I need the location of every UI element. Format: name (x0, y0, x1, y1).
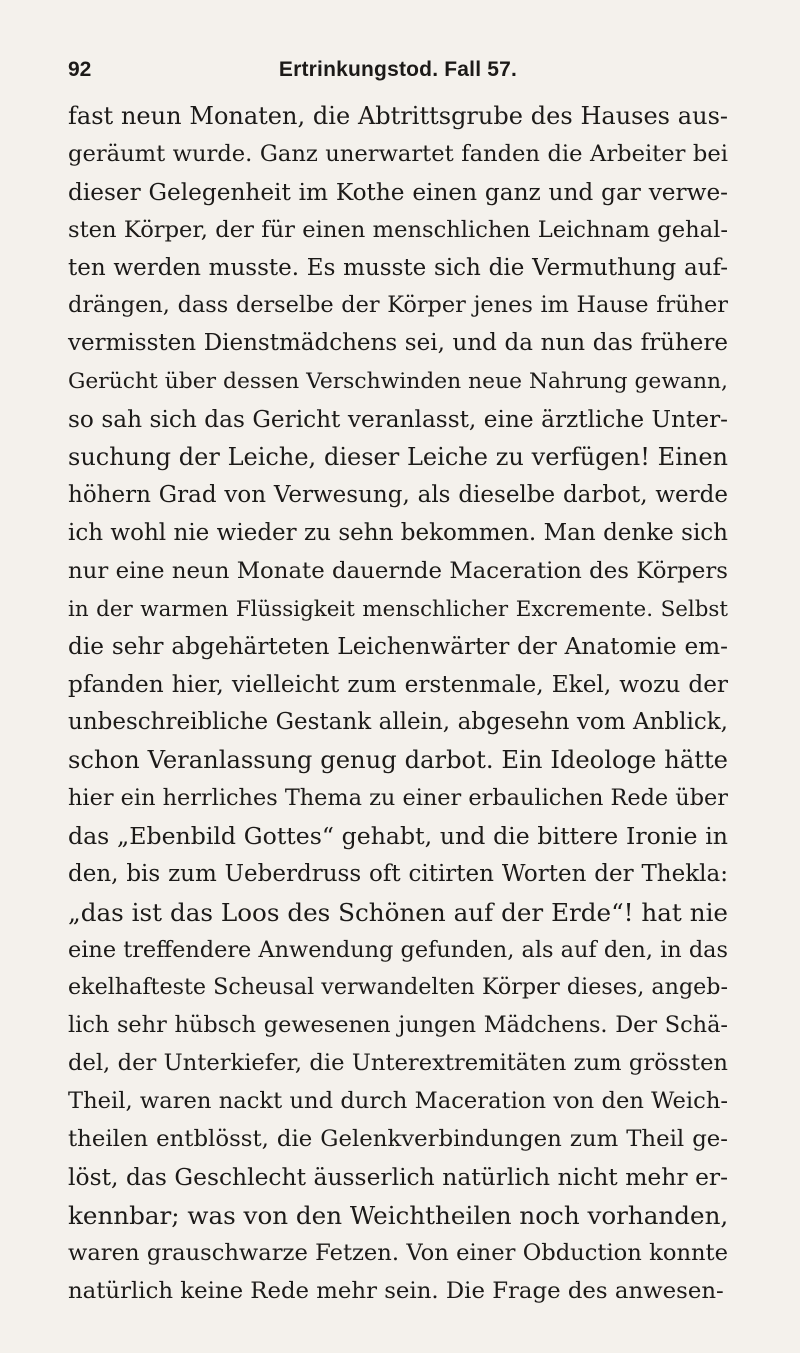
text-line: die sehr abgehärteten Leichenwärter der Anatomie em- (68, 633, 728, 661)
text-line: vermissten Dienstmädchens sei, und da nun das frühere (68, 330, 728, 357)
text-line: waren grauschwarze Fetzen. Von einer Obduction konnte (68, 1239, 728, 1266)
text-line: ekelhafteste Scheusal verwandelten Körper dieses, angeb- (68, 974, 728, 1001)
text-line: ich wohl nie wieder zu sehn bekommen. Man denke sich (68, 519, 728, 546)
page-header (68, 58, 728, 88)
text-line: in der warmen Flüssigkeit menschlicher Excremente. Selbst (68, 596, 728, 622)
text-line: pfanden hier, vielleicht zum erstenmale, Ekel, wozu der (68, 671, 728, 699)
text-line: ten werden musste. Es musste sich die Vermuthung auf- (68, 254, 728, 281)
text-line: dieser Gelegenheit im Kothe einen ganz und gar verwe- (68, 178, 728, 206)
text-line: nur eine neun Monate dauernde Maceration des Körpers (68, 557, 728, 584)
running-head: Ertrinkungstod. Fall 57. (278, 58, 518, 81)
text-line: natürlich keine Rede mehr sein. Die Frage des anwesen- (68, 1277, 724, 1304)
text-line: unbeschreibliche Gestank allein, abgesehn vom Anblick, (68, 709, 728, 736)
text-line: schon Veranlassung genug darbot. Ein Ideologe hätte (68, 746, 728, 775)
text-line: suchung der Leiche, dieser Leiche zu verfügen! Einen (68, 443, 728, 472)
text-line: den, bis zum Ueberdruss oft citirten Worten der Thekla: (68, 860, 728, 887)
text-line: höhern Grad von Verwesung, als dieselbe darbot, werde (68, 481, 728, 508)
page-number: 92 (68, 58, 92, 81)
text-line: löst, das Geschlecht äusserlich natürlich nicht mehr er- (68, 1162, 728, 1191)
text-line: hier ein herrliches Thema zu einer erbaulichen Rede über (68, 785, 729, 812)
text-line: drängen, dass derselbe der Körper jenes im Hause früher (68, 292, 728, 319)
text-line: Theil, waren nackt und durch Maceration von den Weich- (68, 1088, 728, 1115)
text-line: so sah sich das Gericht veranlasst, eine ärztliche Unter- (68, 406, 728, 434)
text-line: lich sehr hübsch gewesenen jungen Mädchens. Der Schä- (68, 1012, 728, 1039)
text-line: Gerücht über dessen Verschwinden neue Nahrung gewann, (68, 369, 728, 395)
text-line: del, der Unterkiefer, die Unterextremitäten zum grössten (68, 1050, 728, 1077)
text-line: „das ist das Loos des Schönen auf der Erde“! hat nie (68, 897, 728, 927)
text-line: das „Ebenbild Gottes“ gehabt, und die bittere Ironie in (68, 821, 728, 850)
text-line: fast neun Monaten, die Abtrittsgrube des Hauses aus- (68, 102, 728, 130)
text-line: theilen entblösst, die Gelenkverbindungen zum Theil ge- (68, 1126, 728, 1153)
text-line: geräumt wurde. Ganz unerwartet fanden die Arbeiter bei (68, 140, 728, 167)
text-line: sten Körper, der für einen menschlichen Leichnam gehal- (68, 216, 728, 243)
body-text (68, 98, 728, 1311)
text-line: eine treffendere Anwendung gefunden, als auf den, in das (68, 936, 728, 963)
text-line: kennbar; was von den Weichtheilen noch vorhanden, (68, 1200, 729, 1230)
